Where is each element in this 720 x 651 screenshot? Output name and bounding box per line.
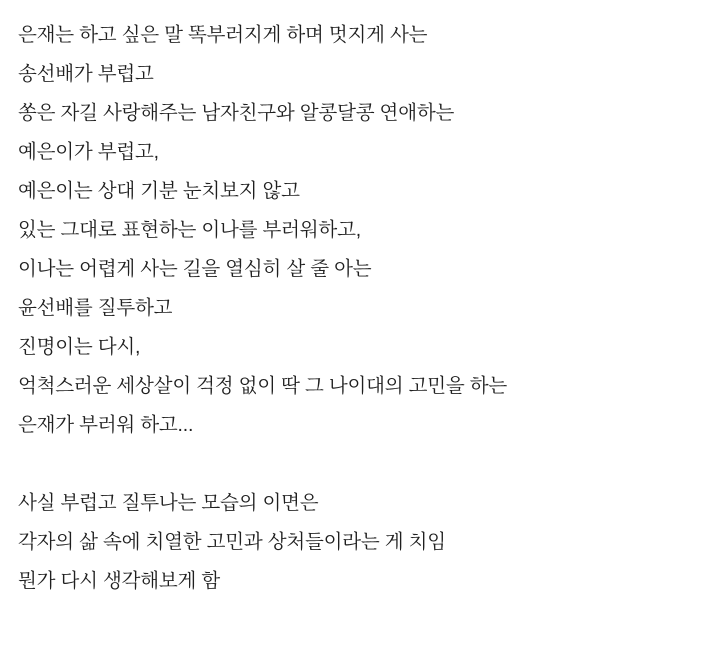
text-line: 각자의 삶 속에 치열한 고민과 상처들이라는 게 치임 [18, 531, 446, 553]
post-body [18, 16, 702, 601]
text-line: 사실 부럽고 질투나는 모습의 이면은 [18, 492, 319, 514]
blank-line [18, 445, 702, 484]
text-line: 은재가 부러워 하고... [18, 414, 194, 436]
text-line: 은재는 하고 싶은 말 똑부러지게 하며 멋지게 사는 [18, 24, 428, 46]
text-line: 윤선배를 질투하고 [18, 297, 173, 319]
text-line: 뭔가 다시 생각해보게 함 [18, 570, 221, 592]
text-line: 예은이는 상대 기분 눈치보지 않고 [18, 180, 300, 202]
text-line: 억척스러운 세상살이 걱정 없이 딱 그 나이대의 고민을 하는 [18, 375, 508, 397]
text-line: 있는 그대로 표현하는 이나를 부러워하고, [18, 219, 361, 241]
text-line: 진명이는 다시, [18, 336, 141, 358]
text-line: 쏭은 자길 사랑해주는 남자친구와 알콩달콩 연애하는 [18, 102, 455, 124]
text-line: 송선배가 부럽고 [18, 63, 154, 85]
text-line: 이나는 어렵게 사는 길을 열심히 살 줄 아는 [18, 258, 372, 280]
text-line: 예은이가 부럽고, [18, 141, 159, 163]
